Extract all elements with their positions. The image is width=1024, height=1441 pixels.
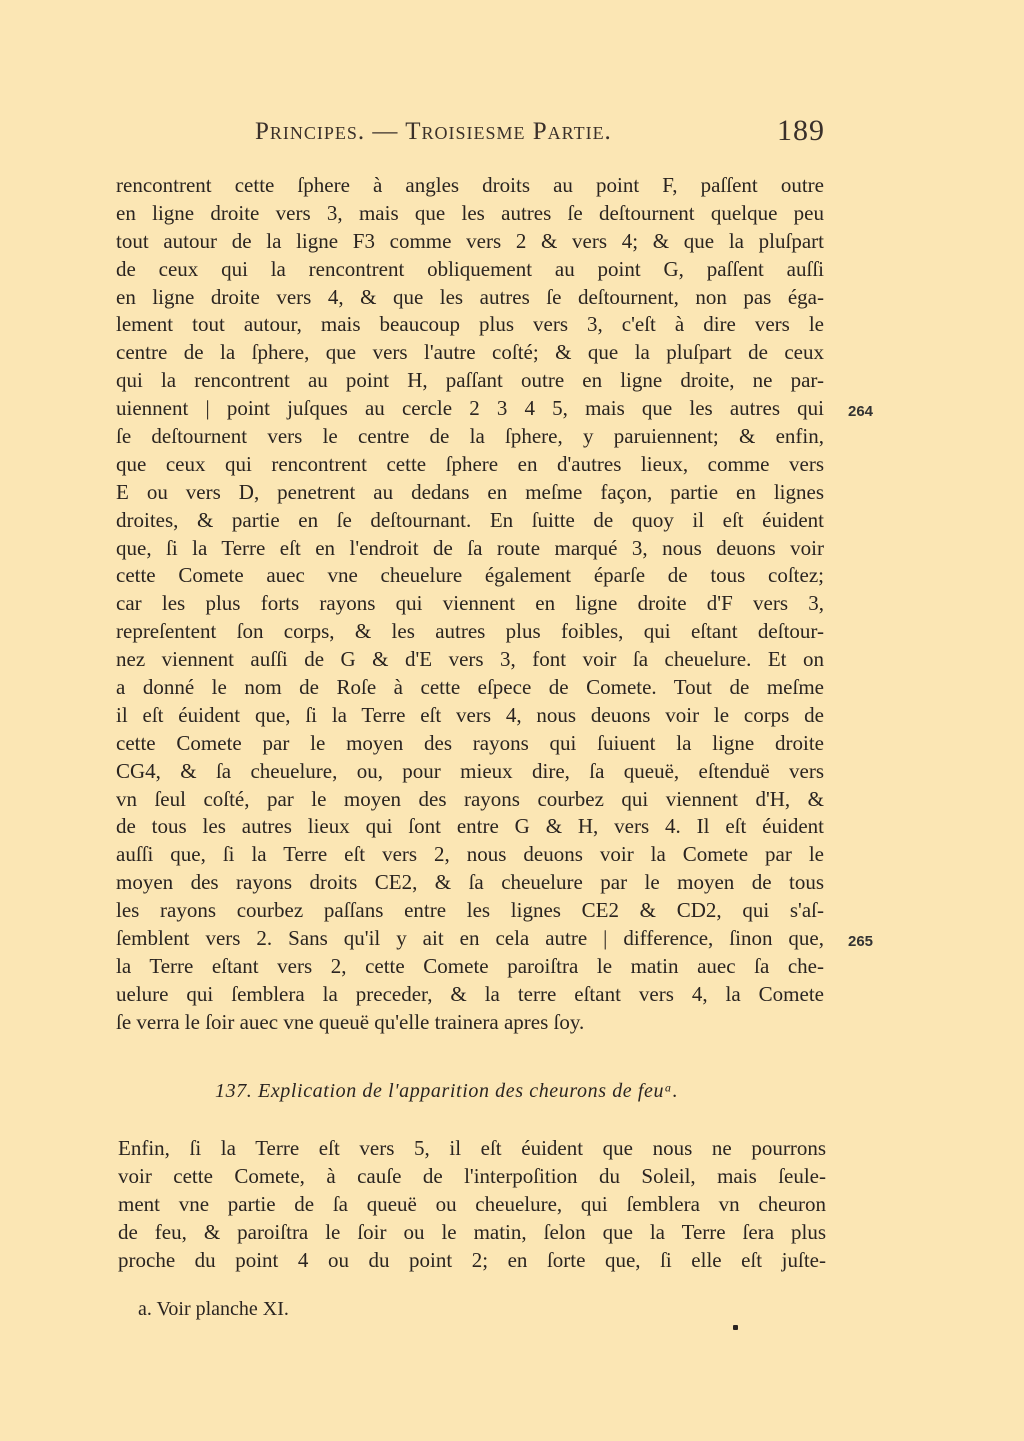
text-line: lement tout autour, mais beaucoup plus vers 3, c'eſt à dire vers le <box>116 312 824 337</box>
text-line: de feu, & paroiſtra le ſoir ou le matin, ſelon que la Terre ſera plus <box>118 1219 826 1244</box>
text-line: proche du point 4 ou du point 2; en ſorte que, ſi elle eſt juſte- <box>118 1247 826 1272</box>
text-line: tout autour de la ligne F3 comme vers 2 & vers 4; & que la pluſpart <box>116 228 824 253</box>
text-line: uiennent | point juſques au cercle 2 3 4 5, mais que les autres qui <box>116 396 824 421</box>
text-line: les rayons courbez paſſans entre les lignes CE2 & CD2, qui s'aſ- <box>116 898 824 923</box>
text-line: CG4, & ſa cheuelure, ou, pour mieux dire, ſa queuë, eſtenduë vers <box>116 758 824 783</box>
text-line: auſſi que, ſi la Terre eſt vers 2, nous deuons voir la Comete par le <box>116 842 824 867</box>
margin-page-marker: 265 <box>848 933 874 950</box>
second-paragraph <box>118 1135 826 1274</box>
text-line: moyen des rayons droits CE2, & ſa cheuelure par le moyen de tous <box>116 870 824 895</box>
text-line: uelure qui ſemblera la preceder, & la terre eſtant vers 4, la Comete <box>116 981 824 1006</box>
margin-page-marker: 264 <box>848 403 874 420</box>
text-line: vn ſeul coſté, par le moyen des rayons courbez qui viennent d'H, & <box>116 786 824 811</box>
text-line: repreſentent ſon corps, & les autres plus foibles, qui eſtant deſtour- <box>116 619 824 644</box>
text-line: que, ſi la Terre eſt en l'endroit de ſa route marqué 3, nous deuons voir <box>116 535 824 560</box>
text-line: qui la rencontrent au point H, paſſant outre en ligne droite, ne par- <box>116 368 824 393</box>
text-line: de ceux qui la rencontrent obliquement au point G, paſſent auſſi <box>116 256 824 281</box>
text-line: nez viennent auſſi de G & d'E vers 3, font voir ſa cheuelure. Et on <box>116 647 824 672</box>
page-number: 189 <box>777 114 825 147</box>
running-title: Principes. — Troisiesme Partie. <box>255 118 612 145</box>
text-line: il eſt éuident que, ſi la Terre eſt vers 4, nous deuons voir le corps de <box>116 702 824 727</box>
text-line: droites, & partie en ſe deſtournant. En ſuitte de quoy il eſt éuident <box>116 507 824 532</box>
text-line: a donné le nom de Roſe à cette eſpece de Comete. Tout de meſme <box>116 675 824 700</box>
section-heading: 137. Explication de l'apparition des cheurons de feuᵃ. <box>215 1080 679 1102</box>
text-line: en ligne droite vers 4, & que les autres ſe deſtournent, non pas éga- <box>116 284 824 309</box>
text-line: cette Comete par le moyen des rayons qui ſuiuent la ligne droite <box>116 730 824 755</box>
text-line: voir cette Comete, à cauſe de l'interpoſition du Soleil, mais ſeule- <box>118 1163 826 1188</box>
text-line: rencontrent cette ſphere à angles droits au point F, paſſent outre <box>116 173 824 197</box>
ink-dot <box>733 1325 738 1330</box>
text-line: la Terre eſtant vers 2, cette Comete paroiſtra le matin auec ſa che- <box>116 953 824 978</box>
text-line: centre de la ſphere, que vers l'autre coſté; & que la pluſpart de ceux <box>116 340 824 365</box>
text-line: que ceux qui rencontrent cette ſphere en d'autres lieux, comme vers <box>116 451 824 476</box>
text-line: cette Comete auec vne cheuelure également éparſe de tous coſtez; <box>116 563 824 588</box>
text-line: car les plus forts rayons qui viennent en ligne droite d'F vers 3, <box>116 591 824 616</box>
main-paragraph <box>116 172 824 1037</box>
text-line: ſemblent vers 2. Sans qu'il y ait en cela autre | difference, ſinon que, <box>116 926 824 951</box>
text-line: ſe deſtournent vers le centre de la ſphere, y paruiennent; & enfin, <box>116 424 824 449</box>
footnote: a. Voir planche XI. <box>138 1298 289 1320</box>
text-line: ſe verra le ſoir auec vne queuë qu'elle trainera apres ſoy. <box>116 1009 585 1034</box>
text-line: en ligne droite vers 3, mais que les autres ſe deſtournent quelque peu <box>116 200 824 225</box>
text-line: E ou vers D, penetrent au dedans en meſme façon, partie en lignes <box>116 479 824 504</box>
text-line: Enfin, ſi la Terre eſt vers 5, il eſt éuident que nous ne pourrons <box>118 1136 826 1160</box>
text-line: ment vne partie de ſa queuë ou cheuelure, qui ſemblera vn cheuron <box>118 1191 826 1216</box>
text-line: de tous les autres lieux qui ſont entre G & H, vers 4. Il eſt éuident <box>116 814 824 839</box>
